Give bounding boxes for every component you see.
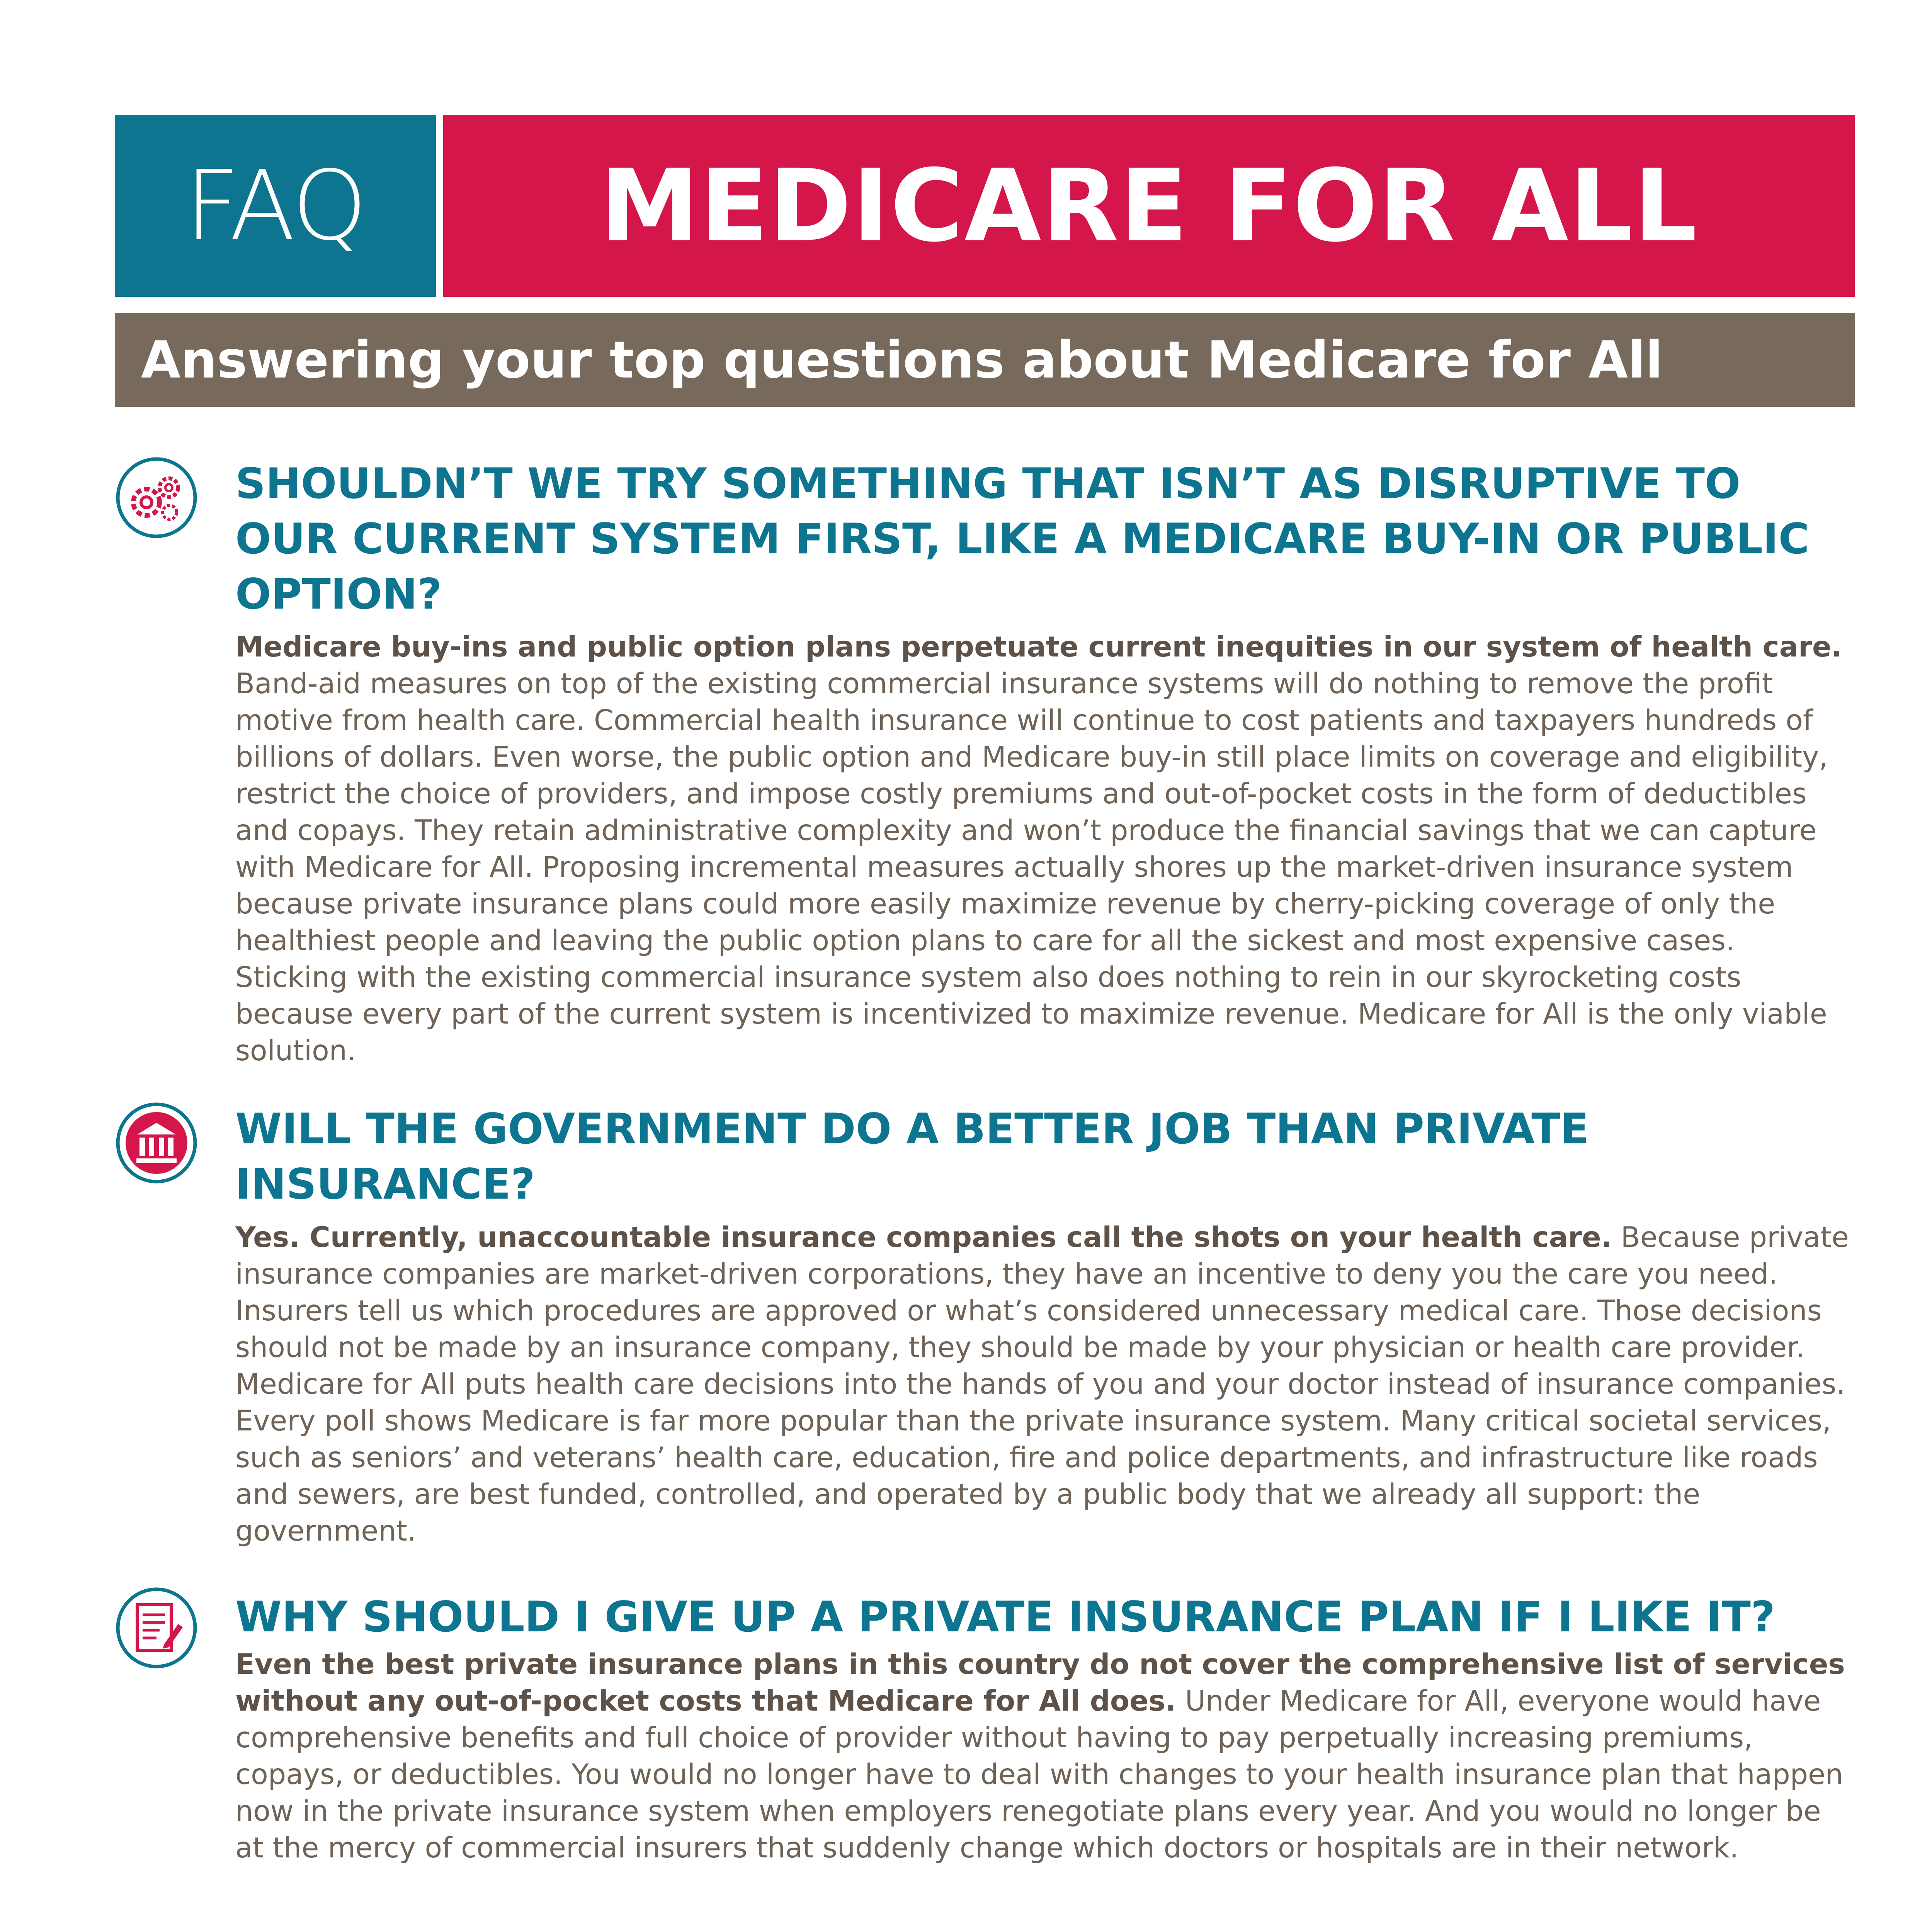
page-subtitle: Answering your top questions about Medicare for All (115, 313, 1855, 407)
document-pen-icon (115, 1586, 198, 1670)
header (115, 115, 1855, 297)
answer-text (235, 1219, 1855, 1549)
page-title: MEDICARE FOR ALL (443, 115, 1855, 297)
government-building-icon (115, 1101, 198, 1185)
question-title: WILL THE GOVERNMENT DO A BETTER JOB THAN PRIVATE INSURANCE? (235, 1104, 1589, 1209)
answer-lead: Medicare buy-ins and public option plans perpetuate current inequities in our system of health care. (235, 631, 1842, 663)
faq-label: FAQ (115, 115, 436, 297)
answer-text (235, 629, 1855, 1069)
question-title: WHY SHOULD I GIVE UP A PRIVATE INSURANCE PLAN IF I LIKE IT? (235, 1592, 1776, 1641)
gears-icon (115, 456, 198, 539)
answer-lead: Yes. Currently, unaccountable insurance companies call the shots on your health care. (235, 1221, 1612, 1254)
answer-text (235, 1646, 1855, 1866)
question-title: SHOULDN’T WE TRY SOMETHING THAT ISN’T AS DISRUPTIVE TO OUR CURRENT SYSTEM FIRST, LIKE A MEDICARE BUY-IN OR PUBLIC OPTION? (235, 459, 1810, 619)
answer-lead: Even the best private insurance plans in this country do not cover the comprehensive list of services without any out-of-pocket costs that Medicare for All does. (235, 1648, 1845, 1718)
answer-body: Under Medicare for All, everyone would have comprehensive benefits and full choice of provider without having to pay perpetually increasing premiums, copays, or deductibles. You would no longer have to deal with changes to your health insurance plan that happen now in the private insurance system when employers renegotiate plans every year. And you would no longer be at the mercy of commercial insurers that suddenly change which doctors or hospitals are in their network. (235, 1685, 1844, 1864)
answer-body: Band-aid measures on top of the existing commercial insurance systems will do nothing to remove the profit motive from health care. Commercial health insurance will continue to cost patients and taxpayers hundreds of billions of dollars. Even worse, the public option and Medicare buy-in still place limits on coverage and eligibility, restrict the choice of providers, and impose costly premiums and out-of-pocket costs in the form of deductibles and copays. They retain administrative complexity and won’t produce the financial savings that we can capture with Medicare for All. Proposing incremental measures actually shores up the market-driven insurance system because private insurance plans could more easily maximize revenue by cherry-picking coverage of only the healthiest people and leaving the public option plans to care for all the sickest and most expensive cases. Sticking with the existing commercial insurance system also does nothing to rein in our skyrocketing costs because every part of the current system is incentivized to maximize revenue. Medicare for All is the only viable solution. (235, 667, 1828, 1067)
answer-body: Because private insurance companies are market-driven corporations, they have an incentive to deny you the care you need. Insurers tell us which procedures are approved or what’s considered unnecessary medical care. Those decisions should not be made by an insurance company, they should be made by your physician or health care provider. Medicare for All puts health care decisions into the hands of you and your doctor instead of insurance companies. Every poll shows Medicare is far more popular than the private insurance system. Many critical societal services, such as seniors’ and veterans’ health care, education, fire and police departments, and infrastructure like roads and sewers, are best funded, controlled, and operated by a public body that we already all support: the government. (235, 1221, 1849, 1548)
